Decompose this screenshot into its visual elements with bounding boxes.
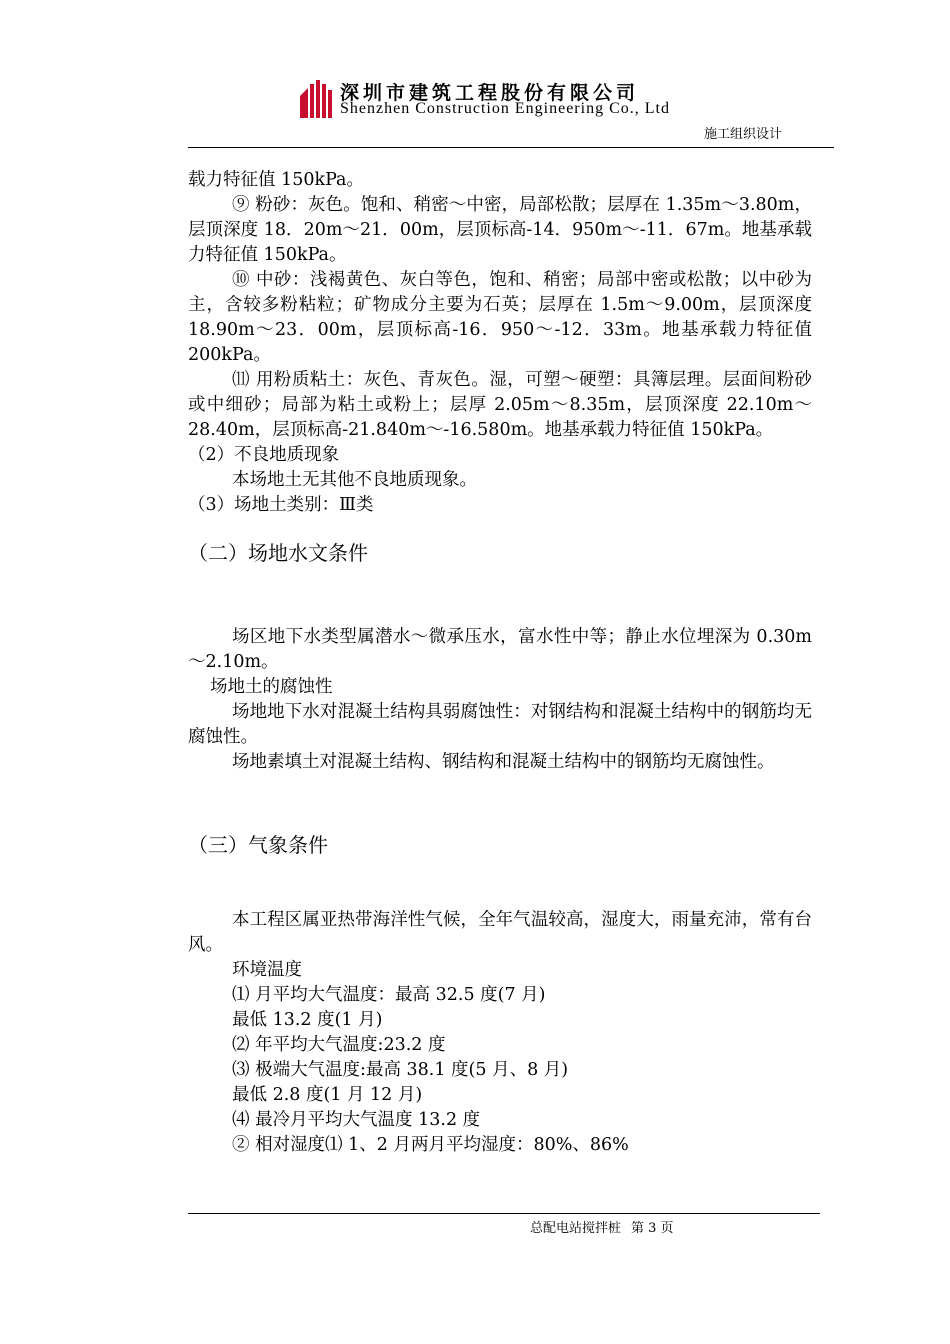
- paragraph: 场地素填土对混凝土结构、钢结构和混凝土结构中的钢筋均无腐蚀性。: [232, 752, 775, 772]
- paragraph: 最低 13.2 度(1 月): [232, 1010, 383, 1030]
- paragraph: （2）不良地质现象: [188, 445, 340, 465]
- company-logo: [300, 80, 334, 118]
- paragraph: 场区地下水类型属潜水～微承压水，富水性中等；静止水位埋深为 0.30m～2.10m。: [188, 627, 812, 672]
- footer-doc-name: 总配电站搅拌桩: [530, 1221, 622, 1236]
- paragraph: 本工程区属亚热带海洋性气候，全年气温较高，湿度大，雨量充沛，常有台风。: [188, 910, 812, 955]
- paragraph: 场地地下水对混凝土结构具弱腐蚀性：对钢结构和混凝土结构中的钢筋均无腐蚀性。: [188, 702, 812, 747]
- paragraph: 载力特征值 150kPa。: [188, 170, 364, 190]
- paragraph: ⑴ 月平均大气温度：最高 32.5 度(7 月): [232, 985, 546, 1005]
- paragraph: 场地土的腐蚀性: [210, 677, 333, 697]
- paragraph: ⑾ 用粉质粘土：灰色、青灰色。湿，可塑～硬塑：具簿层理。层面间粉砂或中细砂；局部为粘土或粉上；层厚 2.05m～8.35m，层顶深度 22.10m～28.40m，层顶标高-21.840m～-16.580m。地基承载力特征值 150kPa。: [188, 370, 812, 440]
- company-name-en: Shenzhen Construction Engineering Co., Ltd: [340, 100, 670, 117]
- paragraph: 环境温度: [232, 960, 302, 980]
- paragraph: ⑨ 粉砂：灰色。饱和、稍密～中密，局部松散；层厚在 1.35m～3.80m，层顶深度 18．20m～21．00m，层顶标高-14．950m～-11．67m。地基承载力特征值 150kPa。: [188, 195, 812, 265]
- section-heading: （二）场地水文条件: [188, 541, 368, 565]
- section-heading: （三）气象条件: [188, 833, 328, 857]
- paragraph: ② 相对湿度⑴ 1、2 月两月平均湿度：80%、86%: [232, 1135, 629, 1155]
- page-number: 第 3 页: [631, 1221, 674, 1236]
- footer-divider: [188, 1213, 820, 1214]
- page-footer: [530, 1217, 674, 1236]
- paragraph: ⑩ 中砂：浅褐黄色、灰白等色，饱和、稍密；局部中密或松散；以中砂为主，含较多粉粘粒；矿物成分主要为石英；层厚在 1.5m～9.00m，层顶深度 18.90m～23．00m，层顶标高-16．950～-12．33m。地基承载力特征值 200kPa。: [188, 270, 812, 365]
- paragraph: 最低 2.8 度(1 月 12 月): [232, 1085, 423, 1105]
- company-name-cn: 深圳市建筑工程股份有限公司: [340, 82, 640, 104]
- paragraph: 本场地土无其他不良地质现象。: [232, 470, 477, 490]
- document-type: 施工组织设计: [704, 127, 783, 142]
- page-body: [188, 168, 812, 1158]
- paragraph: ⑵ 年平均大气温度:23.2 度: [232, 1035, 446, 1055]
- paragraph: ⑷ 最冷月平均大气温度 13.2 度: [232, 1110, 481, 1130]
- paragraph: （3）场地土类别：Ⅲ类: [188, 495, 374, 515]
- paragraph: ⑶ 极端大气温度:最高 38.1 度(5 月、8 月): [232, 1060, 569, 1080]
- header-divider: [188, 147, 834, 148]
